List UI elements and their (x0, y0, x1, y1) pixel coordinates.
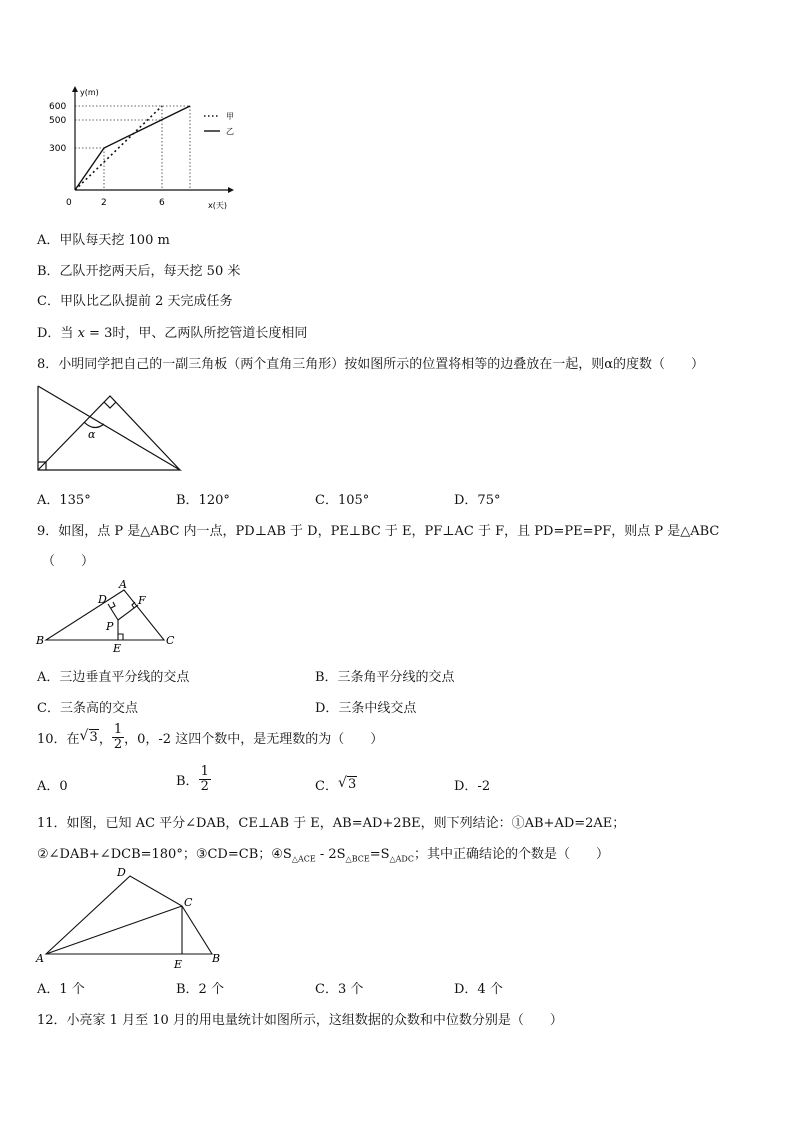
q10-fraction-half (112, 723, 124, 752)
q10-option-d[interactable]: D．-2 (454, 779, 491, 794)
q10-option-a[interactable]: A．0 (37, 779, 68, 794)
q10-stem-pre: 10．在 (37, 732, 80, 747)
q9-label-e: E (113, 642, 122, 655)
q10-option-c-radicand: 3 (347, 777, 357, 792)
q8-option-c[interactable]: C．105° (315, 493, 370, 508)
q9-option-d[interactable]: D．三条中线交点 (315, 701, 417, 716)
q8-option-a[interactable]: A．135° (37, 493, 91, 508)
q7-tick-x2: 2 (101, 198, 107, 208)
q7-tick-x0: 0 (66, 198, 72, 208)
q9-label-p: P (106, 620, 114, 633)
q8-stem: 8．小明同学把自己的一副三角板（两个直角三角形）按如图所示的位置将相等的边叠放在一起，则α的度数（ ） (37, 357, 705, 372)
q9-segment-pf (118, 605, 138, 620)
q11-label-c: C (184, 896, 193, 909)
q8-option-b[interactable]: B．120° (176, 493, 230, 508)
q11-diagonal-ac (46, 906, 182, 954)
q10-stem-post: ，0，-2 这四个数中，是无理数的为（ ） (124, 732, 384, 747)
q10-sqrt3 (80, 730, 99, 745)
q11-sub-adc: △ADC (389, 854, 414, 864)
q10-option-b-pre: B． (176, 774, 199, 789)
q11-stem2-a: ②∠DAB+∠DCB=180°；③CD=CB；④S (37, 847, 292, 862)
q9-right-angle-e (118, 634, 123, 640)
q11-label-e: E (174, 958, 183, 971)
q7-tick-600: 600 (49, 102, 67, 112)
q7-y-arrow (72, 86, 78, 92)
q11-label-b: B (212, 952, 221, 965)
q11-option-c[interactable]: C．3 个 (315, 982, 364, 997)
q10-option-c-pre: C． (315, 779, 338, 794)
q11-stem2-d: ；其中正确结论的个数是（ ） (413, 847, 609, 862)
q11-stem2-c: =S (369, 847, 390, 862)
q7-option-d[interactable] (37, 322, 307, 341)
q11-stem-line2 (37, 843, 609, 864)
q10-option-b-fraction (199, 765, 211, 794)
q9-label-d: D (98, 593, 107, 606)
q7-series-jia (75, 106, 162, 190)
q7-option-c[interactable]: C．甲队比乙队提前 2 天完成任务 (37, 294, 233, 309)
q7-axes (75, 92, 228, 190)
q9-label-c: C (166, 634, 175, 647)
q11-option-a[interactable]: A．1 个 (37, 982, 85, 997)
q10-option-c-sqrt (338, 777, 357, 792)
q10-frac-den: 2 (113, 737, 123, 752)
q7-tick-500: 500 (49, 116, 67, 126)
q9-option-b[interactable]: B．三条角平分线的交点 (315, 670, 455, 685)
q7-legend-yi: 乙 (226, 127, 234, 136)
q9-paren: （ ） (42, 554, 95, 569)
q10-option-b[interactable] (176, 765, 211, 794)
q10-option-b-den: 2 (200, 779, 209, 794)
q11-sub-ace: △ACE (291, 854, 316, 864)
q7-y-label: y(m) (80, 88, 99, 97)
q10-stem (37, 723, 383, 752)
q9-triangle-figure (34, 578, 184, 656)
q10-option-c[interactable] (315, 775, 357, 794)
q8-alpha-label: α (88, 428, 96, 441)
q7-series-yi (75, 106, 190, 190)
sqrt-icon: √ (79, 728, 89, 744)
q7-option-d-var: x (77, 326, 85, 341)
q11-stem2-b: - 2S (315, 847, 346, 862)
q9-stem: 9．如图，点 P 是△ABC 内一点，PD⊥AB 于 D，PE⊥BC 于 E，PF⊥AC 于 F，且 PD=PE=PF，则点 P 是△ABC (37, 524, 720, 539)
q7-x-label: x(天) (208, 201, 227, 210)
q8-right-angle-mark-top (104, 402, 116, 408)
q11-label-d: D (117, 866, 126, 879)
q7-option-d-pre: D．当 (37, 326, 78, 341)
q8-triangle-outer (38, 386, 180, 470)
q9-option-c[interactable]: C．三条高的交点 (37, 701, 138, 716)
q11-stem-line1: 11．如图，已知 AC 平分∠DAB，CE⊥AB 于 E，AB=AD+2BE，则下列结论：①AB+AD=2AE； (37, 816, 626, 831)
sqrt-icon: √ (337, 775, 347, 791)
q10-sep: ， (98, 732, 112, 747)
q11-option-b[interactable]: B．2 个 (176, 982, 224, 997)
q10-frac-num: 1 (113, 722, 123, 737)
q9-option-a[interactable]: A．三边垂直平分线的交点 (37, 670, 190, 685)
q11-quad-adcb (46, 876, 212, 954)
q10-sqrt-radicand: 3 (89, 730, 98, 745)
q7-option-a[interactable]: A．甲队每天挖 100 m (37, 233, 170, 248)
q7-guide-lines (75, 106, 190, 190)
q7-tick-x6: 6 (159, 198, 165, 208)
q11-quadrilateral-figure (34, 864, 230, 972)
q7-tick-300: 300 (49, 144, 67, 154)
q10-option-b-num: 1 (200, 764, 209, 779)
q11-sub-bce: △BCE (345, 854, 370, 864)
q9-label-b: B (36, 634, 45, 647)
q11-option-d[interactable]: D．4 个 (454, 982, 503, 997)
q9-label-f: F (138, 594, 146, 607)
q8-triangle-figure (30, 380, 190, 476)
q9-right-angle-d (111, 602, 115, 608)
q12-stem: 12．小亮家 1 月至 10 月的用电量统计如图所示，这组数据的众数和中位数分别是（ ） (37, 1013, 563, 1028)
q7-legend-jia: 甲 (226, 112, 234, 121)
q7-option-d-post: = 3时，甲、乙两队所挖管道长度相同 (84, 326, 308, 341)
q9-label-a: A (119, 578, 127, 591)
q7-option-b[interactable]: B．乙队开挖两天后，每天挖 50 米 (37, 264, 241, 279)
q11-label-a: A (36, 952, 44, 965)
q7-x-arrow (228, 187, 234, 193)
q8-option-d[interactable]: D．75° (454, 493, 501, 508)
q7-line-chart (40, 84, 250, 214)
